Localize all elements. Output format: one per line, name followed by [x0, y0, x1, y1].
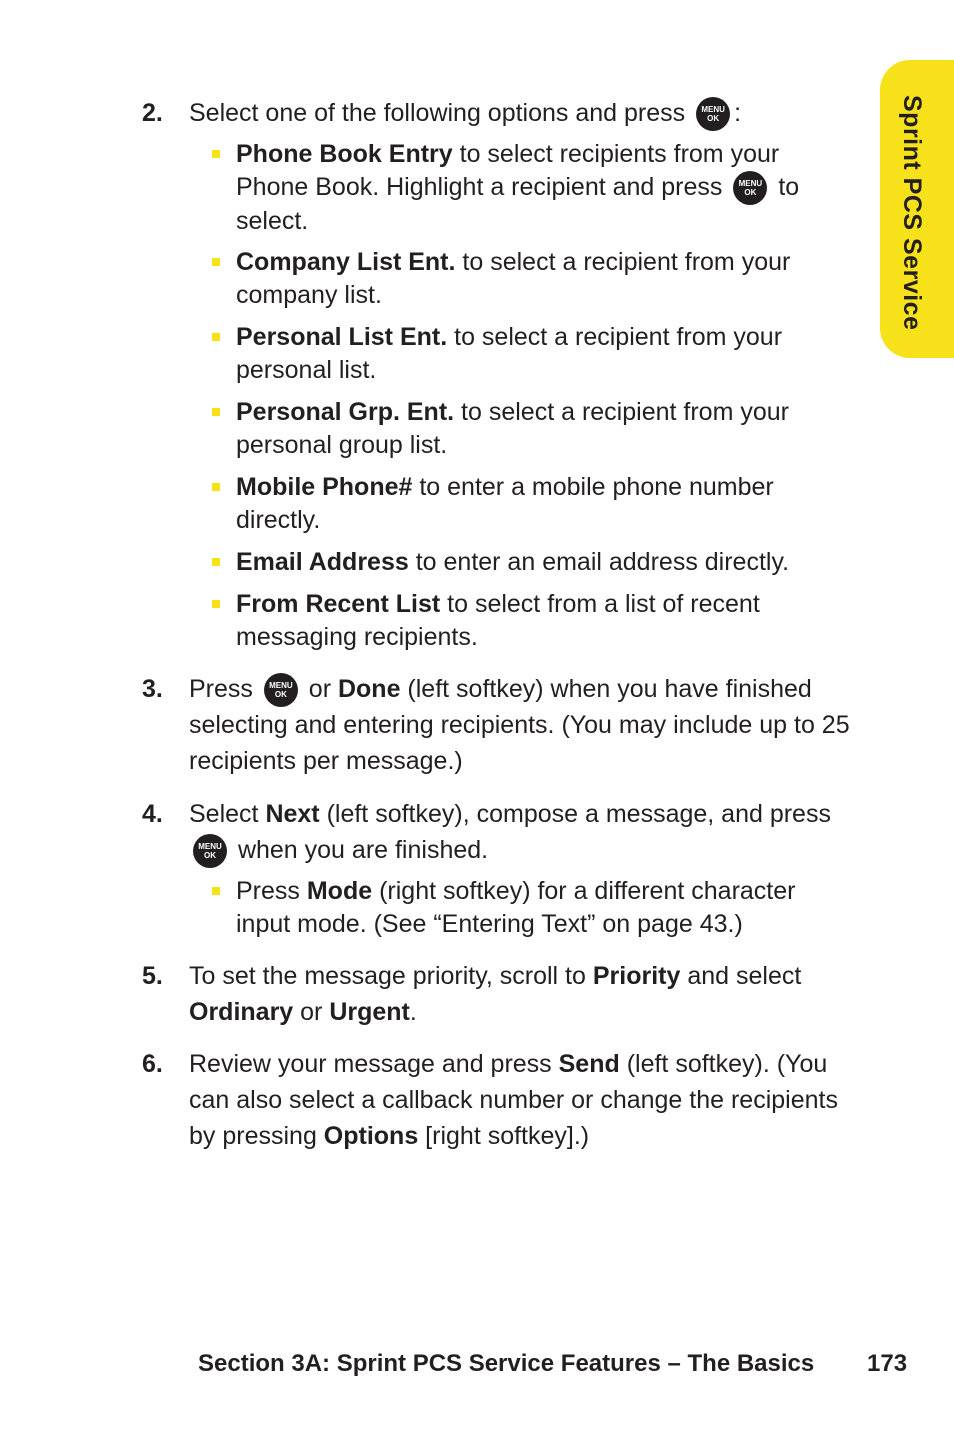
bullet-square-icon: [212, 408, 220, 416]
bullet-square-icon: [212, 483, 220, 491]
option-desc: to select a recipient from your personal list.: [236, 323, 783, 384]
step-text-part: Press: [189, 675, 253, 703]
bullet-square-icon: [212, 600, 220, 608]
menu-ok-key-icon: MENU OK: [264, 673, 298, 707]
option-desc: Press: [236, 877, 307, 905]
list-item: [236, 246, 836, 312]
softkey-name: Options: [323, 1122, 419, 1150]
section-tab-label: Sprint PCS Service: [898, 95, 926, 331]
option-desc: to select recipients from your Phone Book. Highlight a recipient and press: [236, 140, 780, 201]
option-name: Email Address: [236, 548, 409, 576]
list-item: [236, 321, 836, 387]
option-name: Personal List Ent.: [236, 323, 448, 351]
list-item: [236, 546, 836, 579]
softkey-name: Next: [265, 800, 320, 828]
menu-ok-key-icon: MENU OK: [193, 834, 227, 868]
option-desc: to select a recipient from your company list.: [236, 248, 791, 309]
bullet-square-icon: [212, 258, 220, 266]
option-desc: to select from a list of recent messaging recipients.: [236, 590, 760, 651]
option-desc: (right softkey) for a different character input mode. (See “Entering Text” on page 43.): [236, 877, 796, 938]
step-text-part: or: [301, 675, 338, 703]
list-item: [236, 471, 836, 537]
step-text-part: (left softkey). (You can also select a callback number or change the recipients by pressing: [189, 1050, 838, 1150]
step-number: 4.: [142, 800, 163, 828]
footer-section-title: Section 3A: Sprint PCS Service Features – The Basics: [198, 1350, 815, 1377]
softkey-name: Send: [558, 1050, 620, 1078]
step-text-part: when you are finished.: [231, 836, 489, 864]
list-item: [236, 138, 836, 238]
step-text: [189, 958, 859, 1030]
step-number: 3.: [142, 675, 163, 703]
menu-ok-key-icon: MENU OK: [733, 171, 767, 205]
step-text-part: To set the message priority, scroll to: [189, 962, 593, 990]
step-text-part: Select: [189, 800, 266, 828]
list-item: [236, 396, 836, 462]
option-desc: to enter an email address directly.: [408, 548, 790, 576]
page-number: 173: [867, 1350, 908, 1377]
step-text: [189, 796, 859, 868]
step-text-part: .: [409, 998, 417, 1026]
option-name: Company List Ent.: [236, 248, 456, 276]
softkey-name: Mode: [306, 877, 373, 905]
step-number: 2.: [142, 99, 163, 127]
option-desc: to select a recipient from your personal group list.: [236, 398, 789, 459]
step-text-part: and select: [680, 962, 802, 990]
step-text-part: :: [734, 99, 742, 127]
option-name: Mobile Phone#: [236, 473, 413, 501]
option-name: Personal Grp. Ent.: [236, 398, 455, 426]
step-text-part: (left softkey), compose a message, and press: [319, 800, 831, 828]
bullet-square-icon: [212, 333, 220, 341]
step-text-part: [right softkey].): [418, 1122, 590, 1150]
option-name: From Recent List: [236, 590, 441, 618]
step-number: 5.: [142, 962, 163, 990]
step-text: [189, 1046, 859, 1154]
step-text-part: (left softkey) when you have finished selecting and entering recipients. (You may include up to 25 recipients per message.): [189, 675, 850, 776]
bullet-square-icon: [212, 150, 220, 158]
softkey-name: Done: [337, 675, 401, 703]
bullet-square-icon: [212, 558, 220, 566]
step-text-part: Select one of the following options and press: [189, 99, 686, 127]
menu-item-name: Priority: [592, 962, 681, 990]
bullet-square-icon: [212, 887, 220, 895]
step-text-part: or: [293, 998, 330, 1026]
step-text: [189, 95, 859, 131]
step-text-part: Review your message and press: [189, 1050, 559, 1078]
menu-item-name: Ordinary: [189, 998, 294, 1026]
menu-ok-key-icon: MENU OK: [696, 97, 730, 131]
step-number: 6.: [142, 1050, 163, 1078]
option-desc: to enter a mobile phone number directly.: [236, 473, 774, 534]
option-desc: to select.: [236, 173, 800, 236]
list-item: [236, 875, 836, 941]
option-name: Phone Book Entry: [236, 140, 453, 168]
list-item: [236, 588, 836, 654]
step-text: [189, 671, 859, 779]
menu-item-name: Urgent: [329, 998, 410, 1026]
